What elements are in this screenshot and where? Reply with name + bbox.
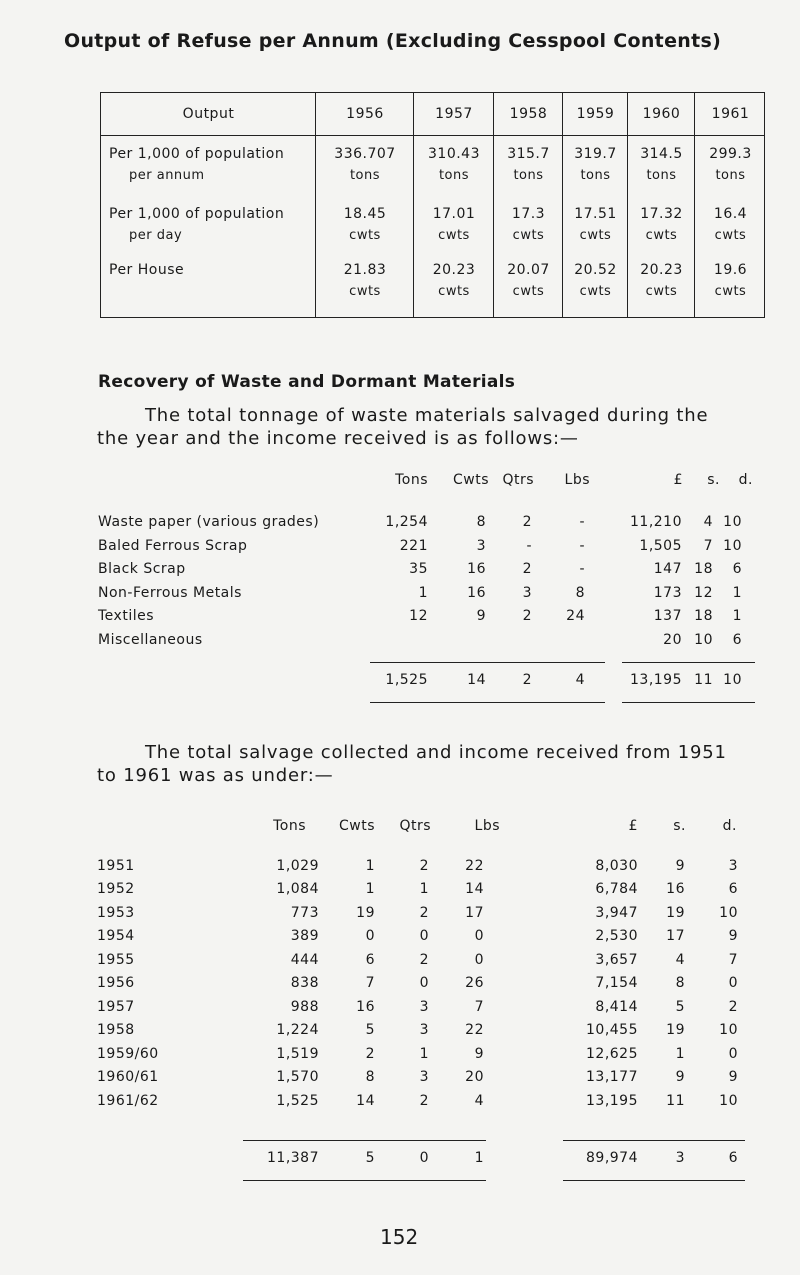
value-cell: 1 bbox=[732, 585, 742, 601]
header-divider bbox=[101, 135, 764, 136]
row-label: Non-Ferrous Metals bbox=[98, 585, 242, 601]
unit-cell: tons bbox=[349, 168, 381, 183]
value-cell: 8,030 bbox=[595, 858, 638, 874]
value-cell: 17.3 bbox=[511, 206, 546, 222]
value-cell: 10,455 bbox=[586, 1022, 638, 1038]
header-cell: 1957 bbox=[435, 106, 473, 122]
total-cell: 89,974 bbox=[586, 1150, 638, 1166]
value-cell: 310.43 bbox=[428, 146, 480, 162]
value-cell: 1,505 bbox=[639, 538, 682, 554]
total-cell: 11,387 bbox=[267, 1150, 319, 1166]
value-cell: 9 bbox=[728, 928, 738, 944]
year-label: 1954 bbox=[97, 928, 135, 944]
value-cell: 8 bbox=[365, 1069, 375, 1085]
value-cell: 988 bbox=[290, 999, 319, 1015]
value-cell: 12 bbox=[409, 608, 428, 624]
value-cell: 16 bbox=[666, 881, 685, 897]
value-cell: 20.23 bbox=[432, 262, 476, 278]
value-cell: 336.707 bbox=[334, 146, 396, 162]
row-label: Waste paper (various grades) bbox=[98, 514, 320, 530]
column-header: Cwts bbox=[452, 472, 489, 488]
header-cell: 1960 bbox=[642, 106, 681, 122]
recovery-intro-line2: the year and the income received is as follows:— bbox=[97, 428, 579, 449]
value-cell: 9 bbox=[728, 1069, 738, 1085]
value-cell: 1,519 bbox=[276, 1046, 319, 1062]
value-cell: 1,570 bbox=[276, 1069, 319, 1085]
value-cell: 3 bbox=[419, 999, 429, 1015]
value-cell: 17.51 bbox=[574, 206, 617, 222]
value-cell: 20 bbox=[465, 1069, 484, 1085]
total-cell: 3 bbox=[675, 1150, 685, 1166]
value-cell: 5 bbox=[365, 1022, 375, 1038]
value-cell: 22 bbox=[465, 858, 484, 874]
value-cell: 3 bbox=[522, 585, 532, 601]
total-cell: 1 bbox=[474, 1150, 484, 1166]
value-cell: 173 bbox=[653, 585, 682, 601]
value-cell: 10 bbox=[723, 514, 742, 530]
value-cell: 8,414 bbox=[595, 999, 638, 1015]
value-cell: 1 bbox=[675, 1046, 685, 1062]
total-rule-top-right bbox=[622, 662, 755, 663]
value-cell: 1 bbox=[419, 1046, 429, 1062]
unit-cell: tons bbox=[715, 168, 746, 183]
value-cell: 1,224 bbox=[276, 1022, 319, 1038]
value-cell: 4 bbox=[703, 514, 713, 530]
value-cell: 319.7 bbox=[574, 146, 617, 162]
row-label: Per 1,000 of population bbox=[109, 206, 285, 222]
value-cell: 1,084 bbox=[276, 881, 319, 897]
value-cell: 7 bbox=[728, 952, 738, 968]
value-cell: 0 bbox=[728, 975, 738, 991]
value-cell: 19 bbox=[666, 905, 685, 921]
value-cell: 20.52 bbox=[574, 262, 617, 278]
column-header: Lbs bbox=[564, 472, 590, 488]
year-label: 1953 bbox=[97, 905, 135, 921]
value-cell: 8 bbox=[575, 585, 585, 601]
value-cell: 9 bbox=[675, 858, 685, 874]
value-cell: 20 bbox=[663, 632, 682, 648]
column-header: Qtrs bbox=[502, 472, 534, 488]
value-cell: 11 bbox=[666, 1093, 685, 1109]
value-cell: 8 bbox=[675, 975, 685, 991]
column-header: Qtrs bbox=[399, 818, 431, 834]
value-cell: 7 bbox=[365, 975, 375, 991]
year-label: 1958 bbox=[97, 1022, 135, 1038]
value-cell: 16.4 bbox=[713, 206, 748, 222]
unit-cell: tons bbox=[438, 168, 470, 183]
value-cell: 2 bbox=[522, 561, 532, 577]
value-cell: 9 bbox=[474, 1046, 484, 1062]
value-cell: 7 bbox=[474, 999, 484, 1015]
unit-cell: cwts bbox=[579, 284, 612, 299]
row-label: Per 1,000 of population bbox=[109, 146, 285, 162]
value-cell: 3 bbox=[419, 1022, 429, 1038]
value-cell: 13,177 bbox=[586, 1069, 638, 1085]
page-number: 152 bbox=[380, 1225, 419, 1249]
column-header: s. bbox=[673, 818, 686, 834]
year-label: 1959/60 bbox=[97, 1046, 159, 1062]
value-cell: 17.32 bbox=[640, 206, 683, 222]
column-header: s. bbox=[707, 472, 720, 488]
recovery-intro-line1: The total tonnage of waste materials salvaged during the bbox=[145, 405, 709, 426]
row-label: Baled Ferrous Scrap bbox=[98, 538, 248, 554]
value-cell: 221 bbox=[399, 538, 428, 554]
unit-cell: cwts bbox=[438, 284, 470, 299]
value-cell: 2,530 bbox=[595, 928, 638, 944]
value-cell: 2 bbox=[522, 514, 532, 530]
unit-cell: tons bbox=[646, 168, 677, 183]
value-cell: 1 bbox=[418, 585, 428, 601]
value-cell: 7 bbox=[703, 538, 713, 554]
value-cell: 22 bbox=[465, 1022, 484, 1038]
unit-cell: cwts bbox=[438, 228, 470, 243]
total-cell: 0 bbox=[419, 1150, 429, 1166]
header-cell: 1959 bbox=[576, 106, 615, 122]
value-cell: 3 bbox=[419, 1069, 429, 1085]
value-cell: 35 bbox=[409, 561, 428, 577]
unit-cell: cwts bbox=[645, 228, 678, 243]
value-cell: 12 bbox=[694, 585, 713, 601]
value-cell: 0 bbox=[419, 975, 429, 991]
output-table bbox=[100, 92, 765, 318]
total-cell: 10 bbox=[723, 672, 742, 688]
column-header: Lbs bbox=[474, 818, 500, 834]
row-label: Textiles bbox=[98, 608, 155, 624]
value-cell: 2 bbox=[365, 1046, 375, 1062]
value-cell: 13,195 bbox=[586, 1093, 638, 1109]
value-cell: 2 bbox=[728, 999, 738, 1015]
value-cell: 10 bbox=[694, 632, 713, 648]
value-cell: 389 bbox=[290, 928, 319, 944]
value-cell: 3 bbox=[476, 538, 486, 554]
value-cell: 16 bbox=[467, 585, 486, 601]
value-cell: 7,154 bbox=[595, 975, 638, 991]
value-cell: 444 bbox=[290, 952, 319, 968]
value-cell: 3,657 bbox=[595, 952, 638, 968]
total-cell: 2 bbox=[522, 672, 532, 688]
column-header: Tons bbox=[273, 818, 306, 834]
value-cell: 10 bbox=[719, 1022, 738, 1038]
value-cell: 18 bbox=[694, 561, 713, 577]
value-cell: 20.07 bbox=[507, 262, 550, 278]
year-label: 1956 bbox=[97, 975, 135, 991]
value-cell: 137 bbox=[653, 608, 682, 624]
value-cell: 16 bbox=[356, 999, 375, 1015]
total-rule-top-left bbox=[370, 662, 605, 663]
column-header: Tons bbox=[395, 472, 428, 488]
total-rule-bottom-left bbox=[370, 702, 605, 703]
value-cell: 24 bbox=[566, 608, 585, 624]
column-header: £ bbox=[628, 818, 638, 834]
unit-cell: cwts bbox=[579, 228, 612, 243]
unit-cell: cwts bbox=[645, 284, 678, 299]
total-rule-bottom-left bbox=[243, 1180, 486, 1181]
value-cell: 14 bbox=[465, 881, 484, 897]
recovery-heading: Recovery of Waste and Dormant Materials bbox=[98, 372, 516, 392]
value-cell: 11,210 bbox=[630, 514, 682, 530]
year-label: 1957 bbox=[97, 999, 135, 1015]
value-cell: 4 bbox=[474, 1093, 484, 1109]
value-cell: 315.7 bbox=[507, 146, 550, 162]
total-cell: 6 bbox=[728, 1150, 738, 1166]
value-cell: 3 bbox=[728, 858, 738, 874]
unit-cell: cwts bbox=[512, 228, 545, 243]
value-cell: 14 bbox=[356, 1093, 375, 1109]
value-cell: 9 bbox=[476, 608, 486, 624]
value-cell: 6 bbox=[732, 561, 742, 577]
value-cell: 0 bbox=[474, 928, 484, 944]
column-header: d. bbox=[722, 818, 737, 834]
value-cell: 26 bbox=[465, 975, 484, 991]
year-label: 1952 bbox=[97, 881, 135, 897]
value-cell: 9 bbox=[675, 1069, 685, 1085]
value-cell: 20.23 bbox=[640, 262, 683, 278]
value-cell: 6 bbox=[728, 881, 738, 897]
year-label: 1955 bbox=[97, 952, 135, 968]
unit-cell: tons bbox=[580, 168, 611, 183]
value-cell: 19 bbox=[666, 1022, 685, 1038]
value-cell: 0 bbox=[728, 1046, 738, 1062]
year-label: 1960/61 bbox=[97, 1069, 159, 1085]
column-header: £ bbox=[673, 472, 683, 488]
salvage-intro-line1: The total salvage collected and income received from 1951 bbox=[145, 742, 727, 763]
unit-cell: tons bbox=[513, 168, 544, 183]
value-cell: 0 bbox=[419, 928, 429, 944]
value-cell: - bbox=[579, 514, 585, 530]
year-label: 1951 bbox=[97, 858, 135, 874]
value-cell: 1 bbox=[419, 881, 429, 897]
value-cell: 2 bbox=[419, 952, 429, 968]
value-cell: 17 bbox=[465, 905, 484, 921]
total-cell: 14 bbox=[467, 672, 486, 688]
total-cell: 13,195 bbox=[630, 672, 682, 688]
value-cell: 12,625 bbox=[586, 1046, 638, 1062]
value-cell: 2 bbox=[522, 608, 532, 624]
unit-cell: cwts bbox=[714, 228, 747, 243]
value-cell: 19 bbox=[356, 905, 375, 921]
value-cell: 18.45 bbox=[343, 206, 387, 222]
value-cell: 2 bbox=[419, 858, 429, 874]
value-cell: 6,784 bbox=[595, 881, 638, 897]
header-cell: 1961 bbox=[711, 106, 750, 122]
row-label: Per House bbox=[109, 262, 185, 278]
page-title: Output of Refuse per Annum (Excluding Cesspool Contents) bbox=[64, 30, 722, 52]
value-cell: 6 bbox=[732, 632, 742, 648]
value-cell: - bbox=[579, 561, 585, 577]
salvage-intro-line2: to 1961 was as under:— bbox=[97, 765, 334, 786]
value-cell: 17 bbox=[666, 928, 685, 944]
row-label-sub: per annum bbox=[129, 168, 205, 183]
value-cell: 17.01 bbox=[432, 206, 476, 222]
value-cell: 1,525 bbox=[276, 1093, 319, 1109]
value-cell: 0 bbox=[474, 952, 484, 968]
value-cell: 4 bbox=[675, 952, 685, 968]
value-cell: 1,254 bbox=[385, 514, 428, 530]
value-cell: 19.6 bbox=[713, 262, 748, 278]
column-header: d. bbox=[738, 472, 753, 488]
value-cell: 3,947 bbox=[595, 905, 638, 921]
row-label: Miscellaneous bbox=[98, 632, 203, 648]
value-cell: 299.3 bbox=[709, 146, 752, 162]
total-cell: 4 bbox=[575, 672, 585, 688]
total-cell: 1,525 bbox=[385, 672, 428, 688]
value-cell: 5 bbox=[675, 999, 685, 1015]
unit-cell: cwts bbox=[349, 228, 381, 243]
header-cell: Output bbox=[182, 106, 235, 122]
value-cell: 8 bbox=[476, 514, 486, 530]
unit-cell: cwts bbox=[512, 284, 545, 299]
value-cell: 314.5 bbox=[640, 146, 683, 162]
value-cell: 1 bbox=[365, 858, 375, 874]
unit-cell: cwts bbox=[714, 284, 747, 299]
value-cell: 16 bbox=[467, 561, 486, 577]
value-cell: 1 bbox=[365, 881, 375, 897]
value-cell: 21.83 bbox=[343, 262, 387, 278]
value-cell: 0 bbox=[365, 928, 375, 944]
year-label: 1961/62 bbox=[97, 1093, 159, 1109]
total-rule-top-right bbox=[563, 1140, 745, 1141]
total-rule-bottom-right bbox=[563, 1180, 745, 1181]
total-cell: 11 bbox=[694, 672, 713, 688]
value-cell: 10 bbox=[723, 538, 742, 554]
value-cell: 18 bbox=[694, 608, 713, 624]
value-cell: 1,029 bbox=[276, 858, 319, 874]
total-cell: 5 bbox=[365, 1150, 375, 1166]
value-cell: 838 bbox=[290, 975, 319, 991]
unit-cell: cwts bbox=[349, 284, 381, 299]
row-label-sub: per day bbox=[129, 228, 183, 243]
value-cell: 6 bbox=[365, 952, 375, 968]
value-cell: 147 bbox=[653, 561, 682, 577]
header-cell: 1956 bbox=[346, 106, 384, 122]
value-cell: 10 bbox=[719, 905, 738, 921]
value-cell: 1 bbox=[732, 608, 742, 624]
value-cell: 2 bbox=[419, 905, 429, 921]
header-cell: 1958 bbox=[509, 106, 548, 122]
value-cell: 2 bbox=[419, 1093, 429, 1109]
value-cell: - bbox=[526, 538, 532, 554]
column-header: Cwts bbox=[338, 818, 375, 834]
total-rule-bottom-right bbox=[622, 702, 755, 703]
value-cell: 10 bbox=[719, 1093, 738, 1109]
value-cell: - bbox=[579, 538, 585, 554]
value-cell: 773 bbox=[290, 905, 319, 921]
row-label: Black Scrap bbox=[98, 561, 186, 577]
total-rule-top-left bbox=[243, 1140, 486, 1141]
